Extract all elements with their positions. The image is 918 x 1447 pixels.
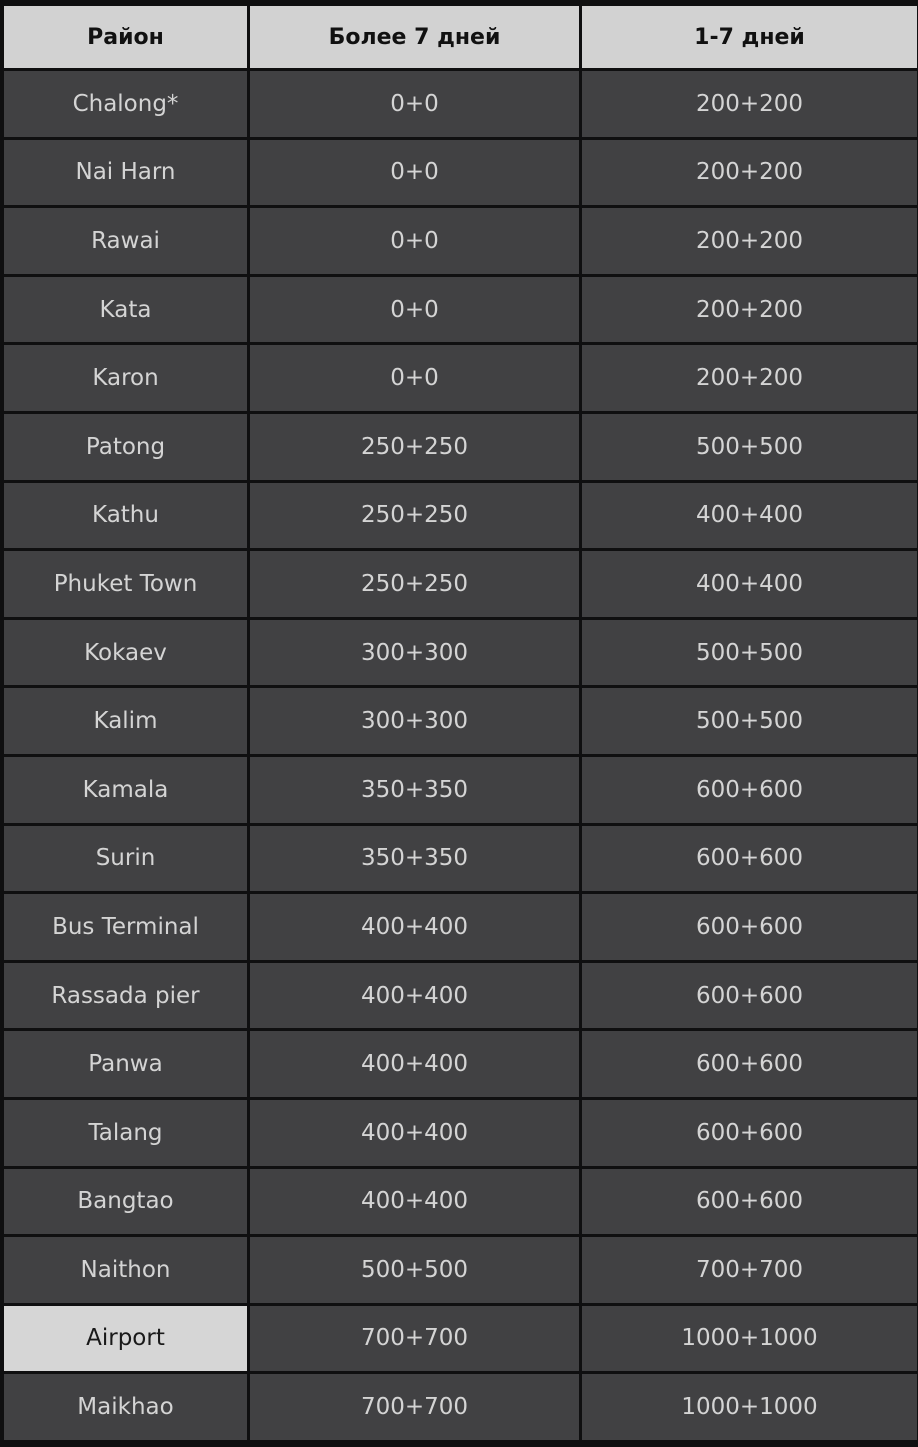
more-7-days-cell: 0+0	[250, 71, 579, 137]
more-7-days-cell: 0+0	[250, 208, 579, 274]
table-row	[4, 963, 917, 1029]
header-more-than-7-days: Более 7 дней	[250, 6, 579, 68]
more-7-days-cell: 300+300	[250, 620, 579, 686]
table-row	[4, 1374, 917, 1440]
1-7-days-cell: 700+700	[582, 1237, 917, 1303]
district-cell: Kokaev	[4, 620, 247, 686]
district-cell: Patong	[4, 414, 247, 480]
district-cell: Nai Harn	[4, 140, 247, 206]
district-cell: Bangtao	[4, 1169, 247, 1235]
district-cell: Phuket Town	[4, 551, 247, 617]
district-cell: Maikhao	[4, 1374, 247, 1440]
1-7-days-cell: 600+600	[582, 1100, 917, 1166]
district-cell: Kalim	[4, 688, 247, 754]
1-7-days-cell: 200+200	[582, 71, 917, 137]
table-row	[4, 140, 917, 206]
district-cell: Kamala	[4, 757, 247, 823]
table-row	[4, 551, 917, 617]
district-cell: Rassada pier	[4, 963, 247, 1029]
1-7-days-cell: 500+500	[582, 688, 917, 754]
1-7-days-cell: 500+500	[582, 620, 917, 686]
district-cell: Karon	[4, 345, 247, 411]
table-row	[4, 688, 917, 754]
1-7-days-cell: 1000+1000	[582, 1374, 917, 1440]
district-cell: Chalong*	[4, 71, 247, 137]
district-cell-highlighted: Airport	[4, 1306, 247, 1372]
table-row	[4, 277, 917, 343]
table-row	[4, 894, 917, 960]
table-row	[4, 757, 917, 823]
district-cell: Surin	[4, 826, 247, 892]
more-7-days-cell: 350+350	[250, 826, 579, 892]
1-7-days-cell: 600+600	[582, 1031, 917, 1097]
district-cell: Kathu	[4, 483, 247, 549]
more-7-days-cell: 350+350	[250, 757, 579, 823]
1-7-days-cell: 1000+1000	[582, 1306, 917, 1372]
1-7-days-cell: 500+500	[582, 414, 917, 480]
table-row	[4, 1237, 917, 1303]
1-7-days-cell: 600+600	[582, 757, 917, 823]
1-7-days-cell: 600+600	[582, 894, 917, 960]
more-7-days-cell: 400+400	[250, 1031, 579, 1097]
more-7-days-cell: 0+0	[250, 345, 579, 411]
more-7-days-cell: 500+500	[250, 1237, 579, 1303]
more-7-days-cell: 250+250	[250, 483, 579, 549]
1-7-days-cell: 600+600	[582, 963, 917, 1029]
district-cell: Naithon	[4, 1237, 247, 1303]
table-row	[4, 826, 917, 892]
1-7-days-cell: 200+200	[582, 277, 917, 343]
1-7-days-cell: 400+400	[582, 483, 917, 549]
table-row	[4, 1100, 917, 1166]
pricing-table-container	[4, 6, 914, 1444]
table-row	[4, 483, 917, 549]
district-cell: Kata	[4, 277, 247, 343]
more-7-days-cell: 400+400	[250, 963, 579, 1029]
1-7-days-cell: 400+400	[582, 551, 917, 617]
delivery-price-table	[1, 3, 918, 1443]
1-7-days-cell: 200+200	[582, 208, 917, 274]
table-row	[4, 1169, 917, 1235]
district-cell: Talang	[4, 1100, 247, 1166]
table-row	[4, 620, 917, 686]
district-cell: Rawai	[4, 208, 247, 274]
table-row	[4, 345, 917, 411]
1-7-days-cell: 200+200	[582, 345, 917, 411]
header-1-7-days: 1-7 дней	[582, 6, 917, 68]
more-7-days-cell: 400+400	[250, 1100, 579, 1166]
1-7-days-cell: 600+600	[582, 1169, 917, 1235]
district-cell: Bus Terminal	[4, 894, 247, 960]
table-row	[4, 1031, 917, 1097]
header-district: Район	[4, 6, 247, 68]
more-7-days-cell: 0+0	[250, 140, 579, 206]
more-7-days-cell: 400+400	[250, 1169, 579, 1235]
1-7-days-cell: 600+600	[582, 826, 917, 892]
more-7-days-cell: 700+700	[250, 1306, 579, 1372]
table-row	[4, 1306, 917, 1372]
more-7-days-cell: 0+0	[250, 277, 579, 343]
table-row	[4, 208, 917, 274]
1-7-days-cell: 200+200	[582, 140, 917, 206]
more-7-days-cell: 400+400	[250, 894, 579, 960]
more-7-days-cell: 700+700	[250, 1374, 579, 1440]
table-row	[4, 414, 917, 480]
more-7-days-cell: 250+250	[250, 414, 579, 480]
table-header-row	[4, 6, 917, 68]
district-cell: Panwa	[4, 1031, 247, 1097]
table-row	[4, 71, 917, 137]
more-7-days-cell: 250+250	[250, 551, 579, 617]
more-7-days-cell: 300+300	[250, 688, 579, 754]
